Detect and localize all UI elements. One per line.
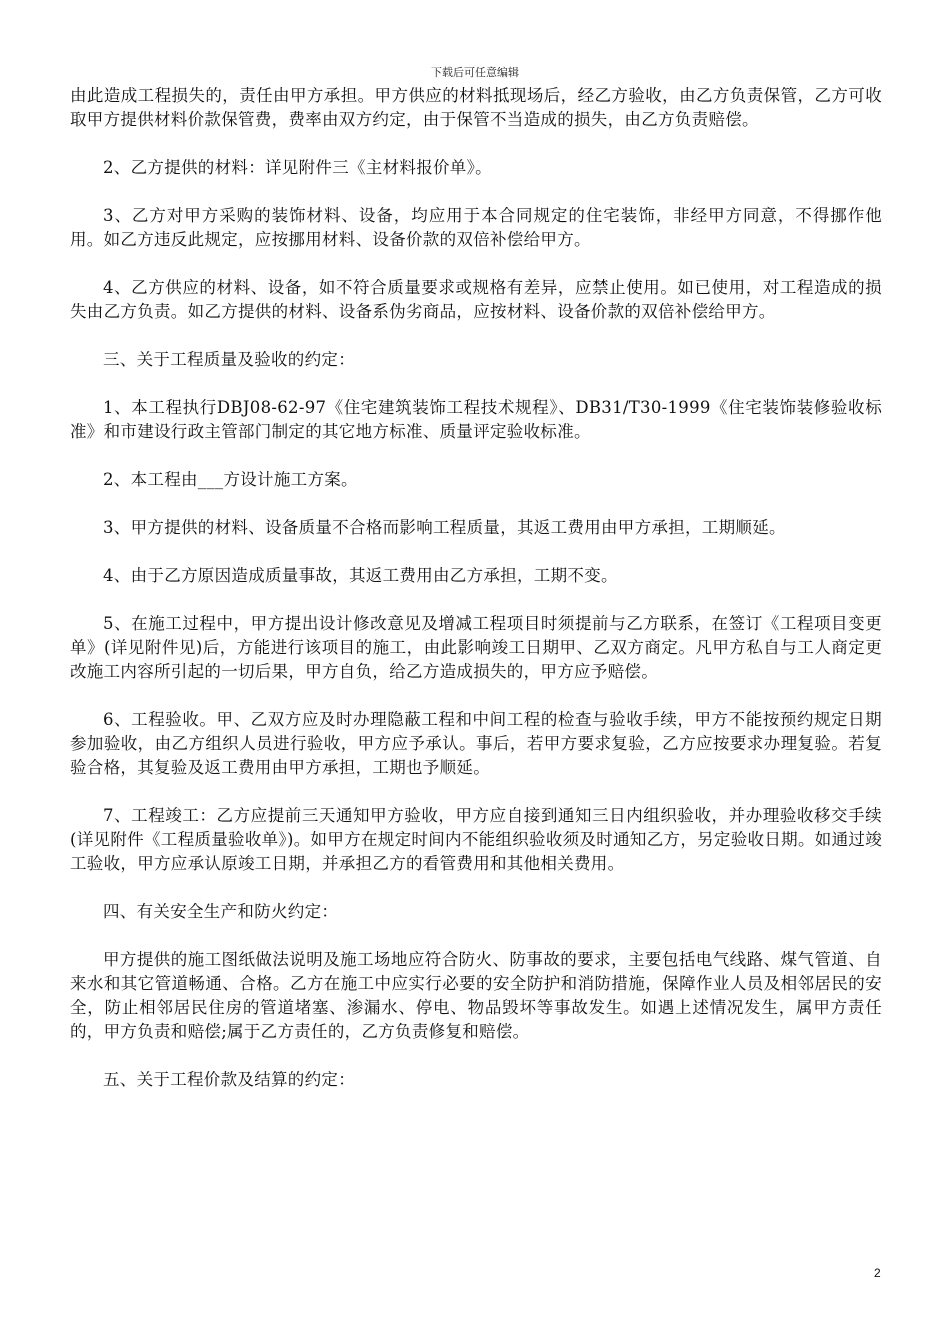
paragraph-safety: 甲方提供的施工图纸做法说明及施工场地应符合防火、防事故的要求，主要包括电气线路、煤气管道、自来水和其它管道畅通、合格。乙方在施工中应实行必要的安全防护和消防措施，保障作业人员及相邻居民的安全，防止相邻居民住房的管道堵塞、渗漏水、停电、物品毁坏等事故发生。如遇上述情况发生，属甲方责任的，甲方负责和赔偿;属于乙方责任的，乙方负责修复和赔偿。 [70, 950, 882, 1041]
header-note: 下载后可任意编辑 [431, 66, 519, 79]
section-heading-payment: 五、关于工程价款及结算的约定： [103, 1070, 355, 1089]
paragraph-completion: 7、工程竣工：乙方应提前三天通知甲方验收，甲方应自接到通知三日内组织验收，并办理验收移交手续(详见附件《工程质量验收单》)。如甲方在规定时间内不能组织验收须及时通知乙方，另定验收日期。如通过竣工验收，甲方应承认原竣工日期，并承担乙方的看管费用和其他相关费用。 [70, 806, 882, 873]
paragraph-rework-party-a: 3、甲方提供的材料、设备质量不合格而影响工程质量，其返工费用由甲方承担，工期顺延。 [103, 518, 786, 537]
paragraph-rework-party-b: 4、由于乙方原因造成质量事故，其返工费用由乙方承担，工期不变。 [103, 566, 618, 585]
paragraph-material-liability: 由此造成工程损失的，责任由甲方承担。甲方供应的材料抵现场后，经乙方验收，由乙方负责保管，乙方可收取甲方提供材料价款保管费，费率由双方约定，由于保管不当造成的损失，由乙方负责赔偿。 [70, 86, 882, 129]
document-body [70, 84, 882, 1116]
paragraph-design-change: 5、在施工过程中，甲方提出设计修改意见及增减工程项目时须提前与乙方联系，在签订《工程项目变更单》(详见附件见)后，方能进行该项目的施工，由此影响竣工日期甲、乙双方商定。凡甲方私自与工人商定更改施工内容所引起的一切后果，甲方自负，给乙方造成损失的，甲方应予赔偿。 [70, 614, 882, 681]
section-heading-quality: 三、关于工程质量及验收的约定： [103, 350, 355, 369]
paragraph-material-use: 3、乙方对甲方采购的装饰材料、设备，均应用于本合同规定的住宅装饰，非经甲方同意，不得挪作他用。如乙方违反此规定，应按挪用材料、设备价款的双倍补偿给甲方。 [70, 206, 882, 249]
section-heading-safety: 四、有关安全生产和防火约定： [103, 902, 339, 921]
paragraph-supplied-materials: 2、乙方提供的材料：详见附件三《主材料报价单》。 [103, 158, 492, 177]
paragraph-standards: 1、本工程执行DBJ08-62-97《住宅建筑装饰工程技术规程》、DB31/T30-1999《住宅装饰装修验收标准》和市建设行政主管部门制定的其它地方标准、质量评定验收标准。 [70, 398, 882, 441]
page-number: 2 [874, 1266, 881, 1280]
paragraph-material-quality: 4、乙方供应的材料、设备，如不符合质量要求或规格有差异，应禁止使用。如已使用，对工程造成的损失由乙方负责。如乙方提供的材料、设备系伪劣商品，应按材料、设备价款的双倍补偿给甲方。 [70, 278, 882, 321]
paragraph-inspection: 6、工程验收。甲、乙双方应及时办理隐蔽工程和中间工程的检查与验收手续，甲方不能按预约规定日期参加验收，由乙方组织人员进行验收，甲方应予承认。事后，若甲方要求复验，乙方应按要求办理复验。若复验合格，其复验及返工费用由甲方承担，工期也予顺延。 [70, 710, 882, 777]
paragraph-design-party: 2、本工程由___方设计施工方案。 [103, 470, 358, 489]
